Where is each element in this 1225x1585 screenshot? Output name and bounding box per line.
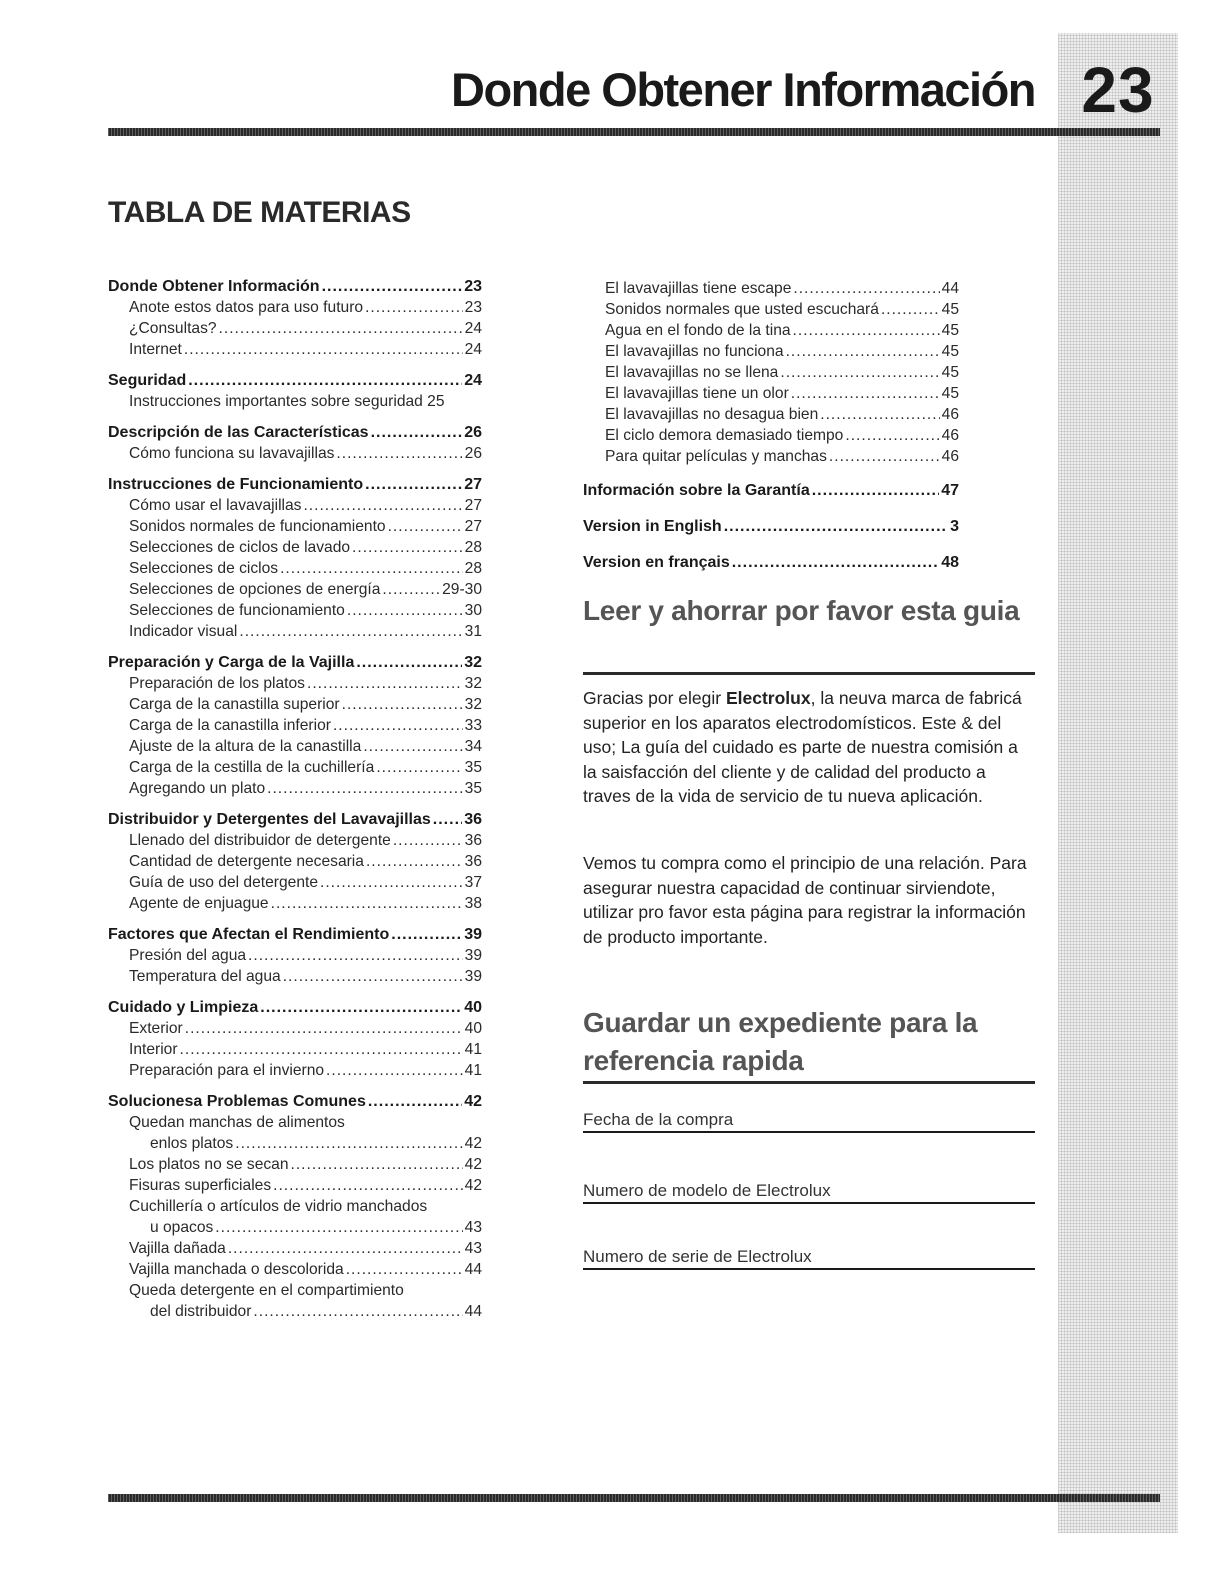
toc-page-number: 27 (464, 518, 482, 535)
toc-entry[interactable] (108, 1259, 482, 1280)
toc-page-number: 41 (464, 1041, 482, 1058)
toc-label: El lavavajillas tiene un olor (605, 385, 789, 402)
toc-leader-dots (291, 1154, 463, 1175)
toc-entry[interactable] (108, 318, 482, 339)
toc-section-title[interactable] (108, 370, 482, 391)
toc-section (108, 370, 482, 412)
toc-leader-dots (371, 422, 463, 443)
toc-entry[interactable] (108, 1060, 482, 1081)
toc-section-title[interactable] (583, 552, 959, 573)
toc-entry[interactable] (108, 297, 482, 318)
toc-page-number: 33 (464, 717, 482, 734)
toc-section-title[interactable] (108, 276, 482, 297)
toc-leader-dots (347, 600, 463, 621)
toc-page-number: 32 (464, 696, 482, 713)
toc-page-number: 42 (464, 1177, 482, 1194)
toc-section-title[interactable] (108, 809, 482, 830)
toc-entry[interactable] (583, 341, 959, 362)
toc-section (108, 474, 482, 642)
toc-page-number: 27 (464, 476, 482, 493)
toc-label: Vajilla manchada o descolorida (129, 1261, 344, 1278)
toc-entry[interactable] (108, 694, 482, 715)
toc-entry[interactable] (108, 757, 482, 778)
toc-label: Cuidado y Limpieza (108, 999, 259, 1016)
toc-leader-dots (732, 552, 939, 573)
toc-label: Solucionesa Problemas Comunes (108, 1093, 366, 1110)
toc-page-number: 38 (464, 895, 482, 912)
toc-leader-dots (248, 945, 463, 966)
toc-page-number: 40 (464, 1020, 482, 1037)
toc-entry[interactable] (108, 851, 482, 872)
toc-label: Selecciones de ciclos (129, 560, 279, 577)
toc-page-number: 30 (464, 602, 482, 619)
toc-entry[interactable] (108, 966, 482, 987)
toc-label: enlos platos (150, 1135, 234, 1152)
toc-entry[interactable] (108, 1039, 482, 1060)
toc-entry[interactable] (108, 537, 482, 558)
toc-entry[interactable] (108, 558, 482, 579)
toc-page-number: 28 (464, 560, 482, 577)
toc-leader-dots (376, 757, 462, 778)
toc-left-column (108, 276, 482, 1332)
toc-label: Cómo usar el lavavajillas (129, 497, 302, 514)
toc-entry[interactable] (108, 945, 482, 966)
toc-label: Para quitar películas y manchas (605, 448, 827, 465)
toc-leader-dots (219, 318, 463, 339)
toc-leader-dots (780, 362, 939, 383)
toc-entry[interactable] (583, 446, 959, 467)
toc-label: El ciclo demora demasiado tiempo (605, 427, 844, 444)
record-section-title: Guardar un expediente para la referencia rapida (583, 1007, 978, 1076)
toc-page-number: 24 (464, 372, 482, 389)
toc-page-number: 45 (941, 385, 959, 402)
toc-leader-dots (215, 1217, 462, 1238)
toc-page-number: 40 (464, 999, 482, 1016)
toc-page-number: 39 (464, 926, 482, 943)
toc-page-number: 42 (464, 1135, 482, 1152)
toc-page-number: 35 (464, 780, 482, 797)
toc-page-number: 26 (464, 445, 482, 462)
toc-leader-dots (185, 1018, 463, 1039)
toc-section (108, 809, 482, 914)
toc-entry[interactable] (108, 1175, 482, 1196)
toc-entry[interactable] (108, 579, 482, 600)
toc-label: Anote estos datos para uso futuro (129, 299, 364, 316)
toc-page-number: 34 (464, 738, 482, 755)
toc-leader-dots (303, 495, 462, 516)
toc-label: Vajilla dañada (129, 1240, 226, 1257)
toc-entry[interactable] (108, 778, 482, 799)
toc-label: Selecciones de funcionamiento (129, 602, 345, 619)
toc-page-number: 48 (941, 554, 959, 571)
toc-leader-dots (786, 341, 940, 362)
toc-label: Agua en el fondo de la tina (605, 322, 791, 339)
toc-page-number: 45 (941, 301, 959, 318)
toc-entry[interactable] (108, 516, 482, 537)
toc-leader-dots (253, 1301, 462, 1322)
toc-section (108, 652, 482, 799)
purchase-date-field[interactable]: Fecha de la compra (583, 1109, 1035, 1133)
toc-section-title[interactable] (108, 1091, 482, 1112)
toc-label: Carga de la cestilla de la cuchillería (129, 759, 375, 776)
toc-page-number: 28 (464, 539, 482, 556)
toc-section (108, 997, 482, 1081)
toc-entry[interactable] (108, 443, 482, 464)
toc-label: Instrucciones de Funcionamiento (108, 476, 364, 493)
toc-leader-dots (342, 694, 463, 715)
toc-section (108, 422, 482, 464)
toc-leader-dots (235, 1133, 462, 1154)
toc-entry[interactable] (108, 495, 482, 516)
toc-leader-dots (368, 1091, 462, 1112)
toc-leader-dots (793, 320, 940, 341)
toc-leader-dots (280, 558, 463, 579)
toc-label: Preparación para el invierno (129, 1062, 325, 1079)
toc-page-number: 32 (464, 675, 482, 692)
toc-page-number: 39 (464, 947, 482, 964)
toc-label: Selecciones de ciclos de lavado (129, 539, 351, 556)
toc-entry[interactable] (108, 1018, 482, 1039)
record-section-rule (583, 1081, 1035, 1084)
toc-section-title[interactable] (108, 997, 482, 1018)
toc-page-number: 45 (941, 364, 959, 381)
toc-entry[interactable]: Instrucciones importantes sobre seguridad 25 (129, 393, 445, 410)
toc-page-number: 29-30 (442, 581, 482, 598)
toc-label: Preparación y Carga de la Vajilla (108, 654, 355, 671)
toc-entry[interactable]: Quedan manchas de alimentos (129, 1114, 345, 1131)
toc-entry[interactable] (108, 600, 482, 621)
toc-label: Version en français (583, 554, 730, 571)
toc-label: Factores que Afectan el Rendimiento (108, 926, 390, 943)
toc-label: Temperatura del agua (129, 968, 281, 985)
toc-label: Carga de la canastilla superior (129, 696, 340, 713)
toc-label: Internet (129, 341, 182, 358)
toc-section (108, 1091, 482, 1322)
toc-entry[interactable] (108, 872, 482, 893)
toc-page-number: 42 (464, 1093, 482, 1110)
toc-label: Cantidad de detergente necesaria (129, 853, 364, 870)
toc-page-number: 27 (464, 497, 482, 514)
toc-leader-dots (365, 474, 462, 495)
toc-leader-dots (352, 537, 463, 558)
toc-label: Presión del agua (129, 947, 247, 964)
toc-entry-continuation[interactable] (108, 1301, 482, 1322)
toc-label: Exterior (129, 1020, 183, 1037)
toc-label: El lavavajillas tiene escape (605, 280, 792, 297)
toc-label: Sonidos normales de funcionamiento (129, 518, 386, 535)
toc-page-number: 46 (941, 427, 959, 444)
toc-leader-dots (260, 997, 462, 1018)
toc-page-number: 45 (941, 343, 959, 360)
toc-label: Fisuras superficiales (129, 1177, 272, 1194)
toc-label: u opacos (150, 1219, 214, 1236)
toc-leader-dots (829, 446, 940, 467)
toc-section (108, 924, 482, 987)
toc-entry[interactable] (108, 1238, 482, 1259)
toc-entry-continuation[interactable] (108, 1217, 482, 1238)
toc-leader-dots (336, 443, 462, 464)
toc-section-title[interactable] (108, 924, 482, 945)
toc-entry[interactable] (583, 425, 959, 446)
toc-entry[interactable] (583, 278, 959, 299)
toc-leader-dots (366, 851, 463, 872)
toc-entry[interactable]: Cuchillería o artículos de vidrio manchados (129, 1198, 428, 1215)
toc-entry[interactable] (108, 893, 482, 914)
toc-label: El lavavajillas no se llena (605, 364, 779, 381)
toc-leader-dots (845, 425, 939, 446)
toc-page-number: 31 (464, 623, 482, 640)
toc-label: Cómo funciona su lavavajillas (129, 445, 335, 462)
toc-section-title[interactable] (108, 652, 482, 673)
read-section-rule (583, 672, 1035, 675)
toc-leader-dots (307, 673, 463, 694)
toc-leader-dots (239, 621, 462, 642)
header-rule (108, 128, 1160, 136)
toc-page-number: 46 (941, 448, 959, 465)
toc-entry[interactable] (108, 339, 482, 360)
toc-label: El lavavajillas no desagua bien (605, 406, 819, 423)
toc-leader-dots (793, 278, 939, 299)
toc-page-number: 41 (464, 1062, 482, 1079)
toc-section (108, 276, 482, 360)
toc-page-number: 46 (941, 406, 959, 423)
toc-label: El lavavajillas no funciona (605, 343, 784, 360)
toc-leader-dots (228, 1238, 463, 1259)
toc-page-number: 24 (464, 320, 482, 337)
toc-entry[interactable] (108, 673, 482, 694)
toc-label: Los platos no se secan (129, 1156, 289, 1173)
toc-leader-dots (346, 1259, 463, 1280)
toc-page-number: 44 (464, 1261, 482, 1278)
toc-label: Version in English (583, 518, 722, 535)
toc-page-number: 32 (464, 654, 482, 671)
toc-page-number: 45 (941, 322, 959, 339)
toc-page-number: 42 (464, 1156, 482, 1173)
toc-leader-dots (356, 652, 462, 673)
toc-label: Información sobre la Garantía (583, 482, 810, 499)
toc-label: Llenado del distribuidor de detergente (129, 832, 391, 849)
toc-label: Agente de enjuague (129, 895, 269, 912)
toc-leader-dots (184, 339, 463, 360)
toc-leader-dots (322, 276, 463, 297)
toc-page-number: 44 (941, 280, 959, 297)
toc-section-title[interactable] (583, 480, 959, 501)
toc-entry[interactable] (108, 830, 482, 851)
toc-label: ¿Consultas? (129, 320, 217, 337)
toc-leader-dots (271, 893, 463, 914)
toc-page-number: 36 (464, 832, 482, 849)
toc-leader-dots (382, 579, 440, 600)
toc-entry[interactable] (108, 1154, 482, 1175)
toc-page-number: 39 (464, 968, 482, 985)
toc-label: Agregando un plato (129, 780, 266, 797)
toc-page-number: 26 (464, 424, 482, 441)
toc-right-column (583, 278, 959, 573)
toc-leader-dots (283, 966, 463, 987)
toc-leader-dots (881, 299, 940, 320)
toc-page-number: 37 (464, 874, 482, 891)
model-number-field[interactable]: Numero de modelo de Electrolux (583, 1180, 1035, 1204)
toc-label: Seguridad (108, 372, 187, 389)
toc-label: Guía de uso del detergente (129, 874, 318, 891)
toc-leader-dots (393, 830, 463, 851)
toc-label: Descripción de las Características (108, 424, 369, 441)
toc-leader-dots (820, 404, 939, 425)
toc-leader-dots (433, 809, 462, 830)
toc-leader-dots (724, 516, 948, 537)
toc-page-number: 36 (464, 811, 482, 828)
toc-label: Donde Obtener Información (108, 278, 320, 295)
toc-entry[interactable] (583, 320, 959, 341)
toc-entry[interactable] (583, 404, 959, 425)
toc-page-number: 43 (464, 1240, 482, 1257)
toc-leader-dots (188, 370, 462, 391)
toc-page-number: 43 (464, 1219, 482, 1236)
toc-leader-dots (180, 1039, 463, 1060)
toc-entry[interactable] (583, 383, 959, 404)
toc-leader-dots (365, 297, 463, 318)
toc-leader-dots (333, 715, 463, 736)
toc-label: Ajuste de la altura de la canastilla (129, 738, 362, 755)
side-tab (1058, 33, 1178, 1533)
toc-page-number: 35 (464, 759, 482, 776)
brand-name: Electrolux (725, 688, 811, 708)
toc-entry[interactable] (108, 621, 482, 642)
toc-page-number: 47 (941, 482, 959, 499)
toc-leader-dots (320, 872, 463, 893)
serial-number-field[interactable]: Numero de serie de Electrolux (583, 1246, 1035, 1270)
toc-page-number: 44 (464, 1303, 482, 1320)
toc-entry[interactable] (583, 299, 959, 320)
read-section-title: Leer y ahorrar por favor esta guia (583, 595, 1020, 626)
toc-page-number: 3 (950, 518, 959, 535)
toc-entry[interactable] (108, 715, 482, 736)
toc-leader-dots (812, 480, 939, 501)
footer-rule (108, 1494, 1160, 1502)
page-header-title: Donde Obtener Información (451, 63, 1035, 116)
read-section-paragraph-1: Gracias por elegir Electrolux, la neuva marca de fabricá superior en los aparatos electrodomísticos. Este & del uso; La guía del cuidado es parte de nuestra comisión a la saisfacción del cliente y de calidad del producto a traves de la vida de servicio de tu nueva aplicación. (583, 688, 1022, 806)
toc-page-number: 36 (464, 853, 482, 870)
toc-page-number: 23 (464, 299, 482, 316)
toc-label: Distribuidor y Detergentes del Lavavajillas (108, 811, 431, 828)
toc-label: del distribuidor (150, 1303, 252, 1320)
toc-entry[interactable] (583, 362, 959, 383)
toc-page-number: 24 (464, 341, 482, 358)
toc-leader-dots (363, 736, 462, 757)
toc-label: Indicador visual (129, 623, 238, 640)
toc-leader-dots (267, 778, 463, 799)
toc-label: Interior (129, 1041, 178, 1058)
toc-entry[interactable] (108, 736, 482, 757)
toc-leader-dots (791, 383, 940, 404)
toc-label: Sonidos normales que usted escuchará (605, 301, 879, 318)
toc-entry-continuation[interactable] (108, 1133, 482, 1154)
toc-leader-dots (388, 516, 463, 537)
read-section-paragraph-2: Vemos tu compra como el principio de una relación. Para asegurar nuestra capacidad de continuar sirviendote, utilizar pro favor esta página para registrar la información de producto importante. (583, 853, 1027, 947)
toc-leader-dots (273, 1175, 463, 1196)
toc-label: Preparación de los platos (129, 675, 305, 692)
toc-section-title[interactable] (108, 422, 482, 443)
toc-heading: TABLA DE MATERIAS (108, 196, 411, 229)
toc-label: Selecciones de opciones de energía (129, 581, 381, 598)
toc-section-title[interactable] (583, 516, 959, 537)
toc-entry[interactable]: Queda detergente en el compartimiento (129, 1282, 404, 1299)
toc-leader-dots (326, 1060, 463, 1081)
toc-leader-dots (391, 924, 462, 945)
toc-section-title[interactable] (108, 474, 482, 495)
toc-page-number: 23 (464, 278, 482, 295)
page-number: 23 (1081, 54, 1155, 126)
toc-label: Carga de la canastilla inferior (129, 717, 331, 734)
